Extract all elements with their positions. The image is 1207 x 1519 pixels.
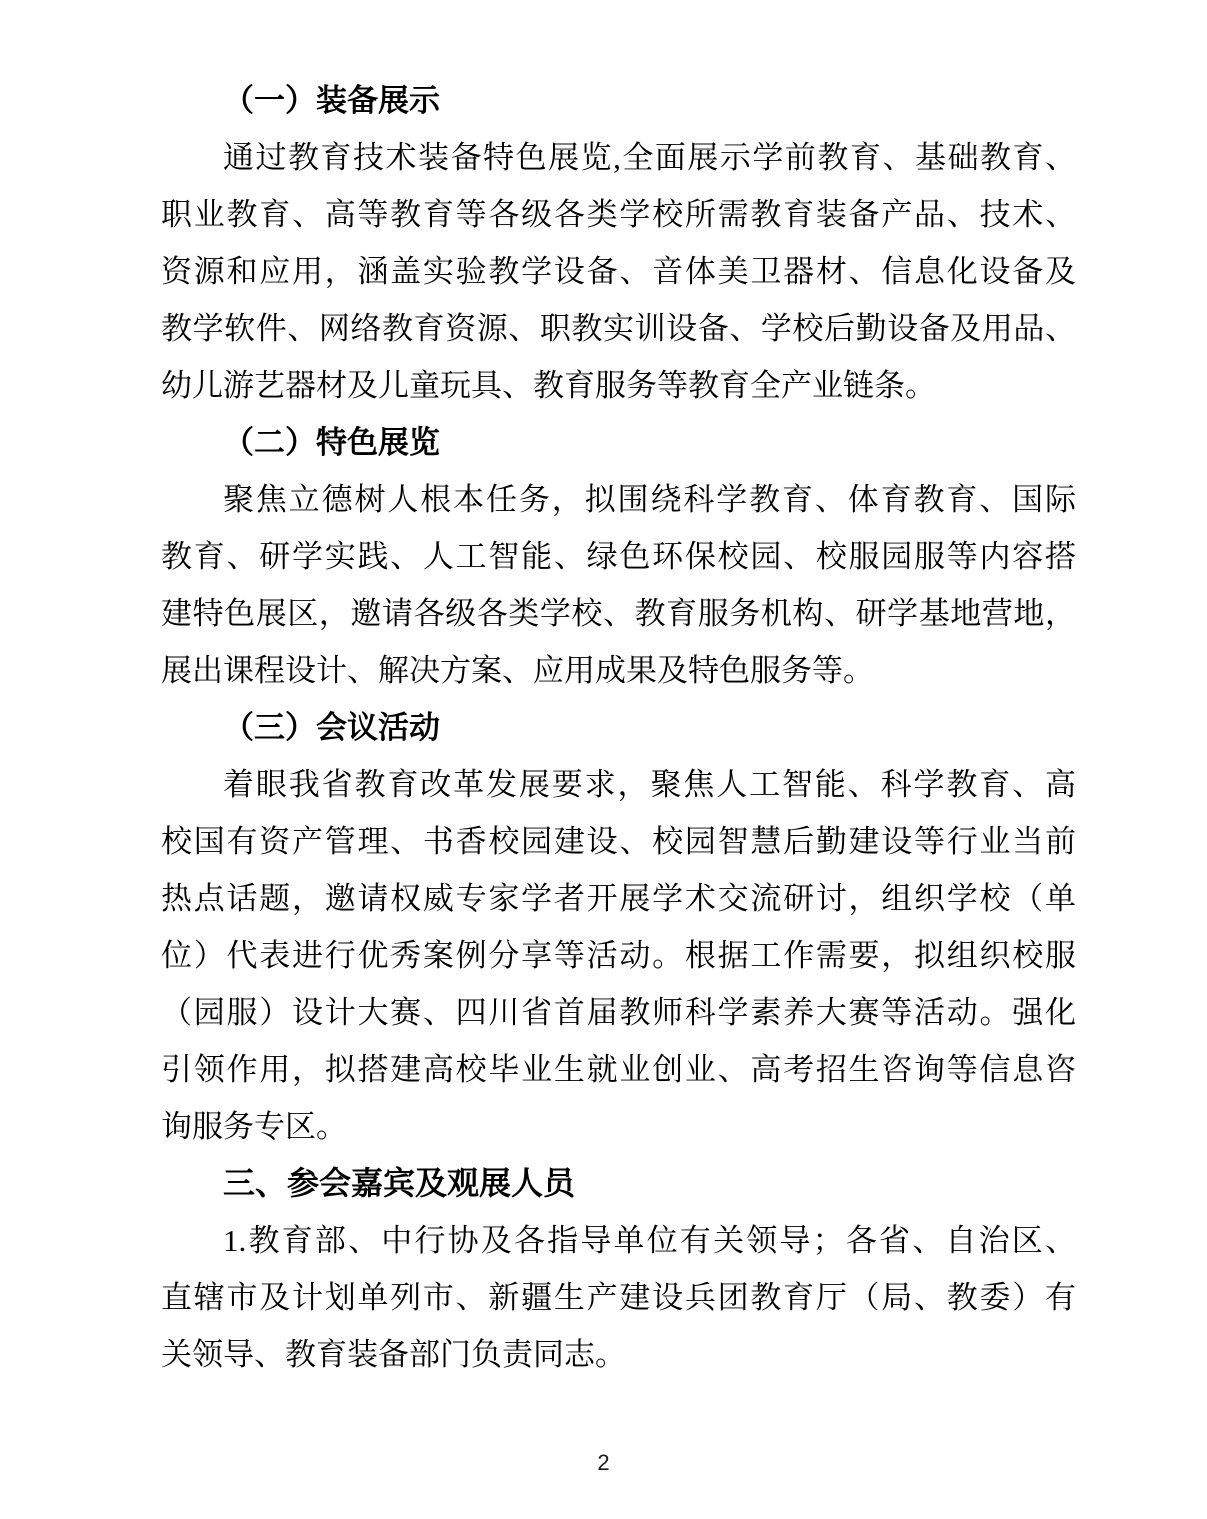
paragraph-featured-exhibition-line: 聚焦立德树人根本任务，拟围绕科学教育、体育教育、国际	[223, 482, 1076, 517]
paragraph-equipment-display-line: 教学软件、网络教育资源、职教实训设备、学校后勤设备及用品、	[161, 311, 1076, 346]
document-page-body	[161, 72, 1076, 1383]
section-heading-1: （一）装备展示	[223, 83, 440, 118]
paragraph-attendees-item-1-line: 1.教育部、中行协及各指导单位有关领导；各省、自治区、	[223, 1223, 1076, 1258]
paragraph-conference-activities-line: 校国有资产管理、书香校园建设、校园智慧后勤建设等行业当前	[161, 824, 1076, 859]
paragraph-featured-exhibition-line: 展出课程设计、解决方案、应用成果及特色服务等。	[161, 653, 874, 688]
paragraph-conference-activities-line: 位）代表进行优秀案例分享等活动。根据工作需要，拟组织校服	[161, 938, 1076, 973]
page-number: 2	[597, 1450, 610, 1475]
paragraph-conference-activities-line: 询服务专区。	[161, 1109, 347, 1144]
paragraph-equipment-display-line: 通过教育技术装备特色展览,全面展示学前教育、基础教育、	[223, 140, 1076, 175]
paragraph-conference-activities-line: 热点话题，邀请权威专家学者开展学术交流研讨，组织学校（单	[161, 881, 1076, 916]
paragraph-equipment-display-line: 职业教育、高等教育等各级各类学校所需教育装备产品、技术、	[161, 197, 1076, 232]
section-heading-3: （三）会议活动	[223, 710, 440, 745]
paragraph-attendees-item-1-line: 直辖市及计划单列市、新疆生产建设兵团教育厅（局、教委）有	[161, 1280, 1076, 1315]
paragraph-featured-exhibition-line: 建特色展区，邀请各级各类学校、教育服务机构、研学基地营地，	[161, 596, 1076, 631]
paragraph-conference-activities-line: （园服）设计大赛、四川省首届教师科学素养大赛等活动。强化	[161, 995, 1076, 1030]
paragraph-conference-activities-line: 着眼我省教育改革发展要求，聚焦人工智能、科学教育、高	[223, 767, 1076, 802]
paragraph-featured-exhibition-line: 教育、研学实践、人工智能、绿色环保校园、校服园服等内容搭	[161, 539, 1076, 574]
paragraph-equipment-display-line: 资源和应用，涵盖实验教学设备、音体美卫器材、信息化设备及	[161, 254, 1076, 289]
paragraph-equipment-display-line: 幼儿游艺器材及儿童玩具、教育服务等教育全产业链条。	[161, 368, 936, 403]
section-heading-2: （二）特色展览	[223, 425, 440, 460]
paragraph-attendees-item-1-line: 关领导、教育装备部门负责同志。	[161, 1337, 626, 1372]
section-heading-attendees: 三、参会嘉宾及观展人员	[223, 1165, 576, 1201]
paragraph-conference-activities-line: 引领作用，拟搭建高校毕业生就业创业、高考招生咨询等信息咨	[161, 1052, 1076, 1087]
